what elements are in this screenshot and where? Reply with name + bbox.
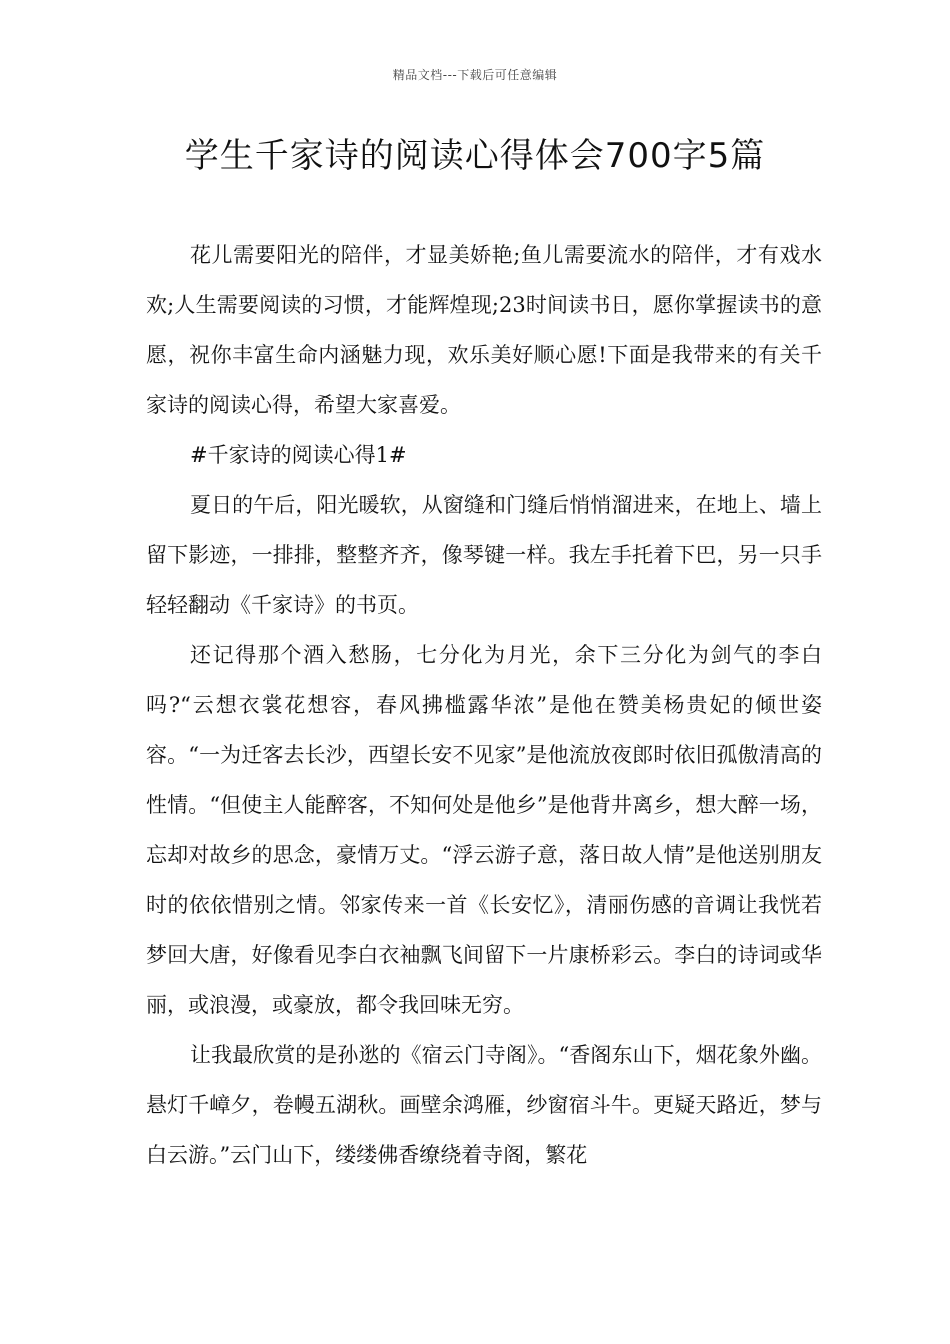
paragraph: 还记得那个酒入愁肠，七分化为月光，余下三分化为剑气的李白吗?“云想衣裳花想容，春风拂槛露华浓”是他在赞美杨贵妃的倾世姿容。“一为迁客去长沙，西望长安不见家”是他流放夜郎时依旧孤傲清高的性情。“但使主人能醉客，不知何处是他乡”是他背井离乡，想大醉一场，忘却对故乡的思念，豪情万丈。“浮云游子意，落日故人情”是他送别朋友时的依依惜别之情。邻家传来一首《长安忆》，清丽伤感的音调让我恍若梦回大唐，好像看见李白衣袖飘飞间留下一片康桥彩云。李白的诗词或华丽，或浪漫，或豪放，都令我回味无穷。 [146, 643, 822, 1017]
section-heading: #千家诗的阅读心得1# [190, 443, 407, 467]
document-body [146, 230, 822, 1180]
header-note: 精品文档---下载后可任意编辑 [392, 68, 558, 82]
paragraph: 让我最欣赏的是孙逖的《宿云门寺阁》。“香阁东山下，烟花象外幽。悬灯千嶂夕，卷幔五湖秋。画壁余鸿雁，纱窗宿斗牛。更疑天路近，梦与白云游。”云门山下，缕缕佛香缭绕着寺阁，繁花 [146, 1043, 822, 1167]
paragraph: 夏日的午后，阳光暖软，从窗缝和门缝后悄悄溜进来，在地上、墙上留下影迹，一排排，整整齐齐，像琴键一样。我左手托着下巴，另一只手轻轻翻动《千家诗》的书页。 [146, 493, 822, 617]
paragraph-intro: 花儿需要阳光的陪伴，才显美娇艳;鱼儿需要流水的陪伴，才有戏水欢;人生需要阅读的习惯，才能辉煌现;23时间读书日，愿你掌握读书的意愿，祝你丰富生命内涵魅力现，欢乐美好顺心愿!下面是我带来的有关千家诗的阅读心得，希望大家喜爱。 [146, 243, 822, 417]
document-title: 学生千家诗的阅读心得体会700字5篇 [184, 136, 766, 176]
